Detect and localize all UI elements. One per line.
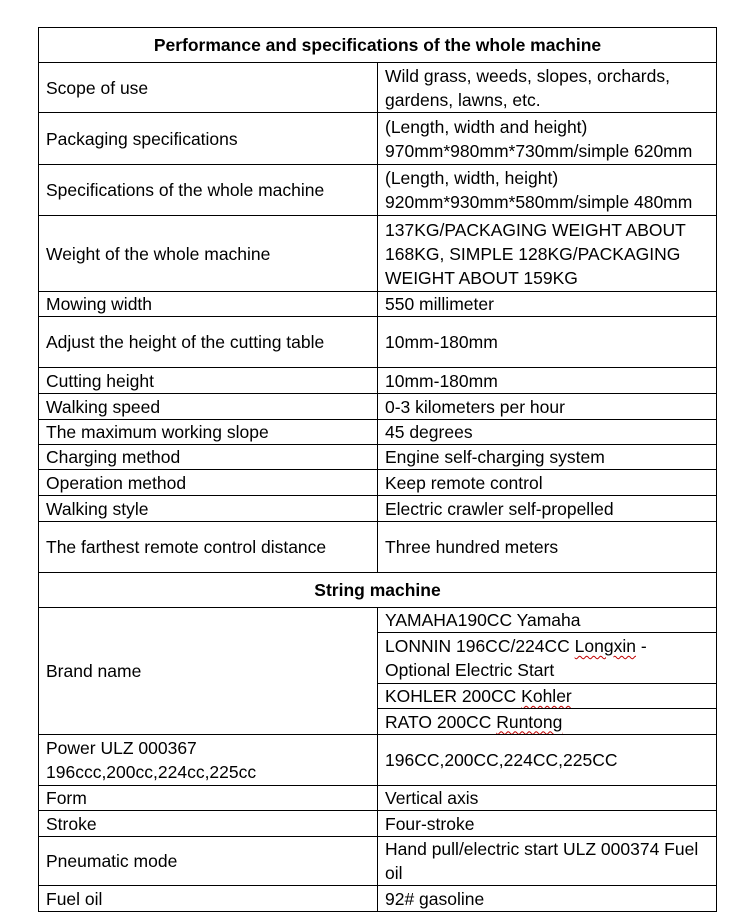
section-title: String machine (39, 573, 717, 608)
brand-option: LONNIN 196CC/224CC Longxin - Optional Electric Start (378, 633, 717, 684)
table-row (39, 113, 717, 165)
table-row (39, 292, 717, 317)
spec-label: Packaging specifications (39, 113, 378, 165)
spec-value: Hand pull/electric start ULZ 000374 Fuel oil (378, 837, 717, 886)
spec-value: Vertical axis (378, 786, 717, 811)
table-row (39, 63, 717, 113)
table-row (39, 165, 717, 216)
table-row (39, 420, 717, 445)
spec-value: 92# gasoline (378, 886, 717, 912)
spec-label: Cutting height (39, 368, 378, 394)
spec-value: 196CC,200CC,224CC,225CC (378, 735, 717, 786)
spec-label: The farthest remote control distance (39, 522, 378, 573)
spec-value: Electric crawler self-propelled (378, 496, 717, 522)
brand-label: Brand name (39, 608, 378, 735)
table-row (39, 470, 717, 496)
spec-value: 0-3 kilometers per hour (378, 394, 717, 420)
spec-label: Charging method (39, 445, 378, 470)
spec-table (38, 27, 717, 912)
spec-value: 550 millimeter (378, 292, 717, 317)
spec-label: Walking style (39, 496, 378, 522)
brand-option: YAMAHA190CC Yamaha (378, 608, 717, 633)
spec-label: Stroke (39, 811, 378, 837)
table-row (39, 368, 717, 394)
spec-value: Keep remote control (378, 470, 717, 496)
spec-value: 10mm-180mm (378, 368, 717, 394)
section-header-row (39, 573, 717, 608)
table-row (39, 216, 717, 292)
brand-option: RATO 200CC Runtong (378, 709, 717, 735)
spec-label: Weight of the whole machine (39, 216, 378, 292)
table-row (39, 445, 717, 470)
spec-label: Adjust the height of the cutting table (39, 317, 378, 368)
spec-value: (Length, width, height) 920mm*930mm*580mm/simple 480mm (378, 165, 717, 216)
brand-option: KOHLER 200CC Kohler (378, 684, 717, 709)
table-row (39, 786, 717, 811)
spec-label: Mowing width (39, 292, 378, 317)
spec-label: The maximum working slope (39, 420, 378, 445)
spec-value: Wild grass, weeds, slopes, orchards, gardens, lawns, etc. (378, 63, 717, 113)
spec-label: Pneumatic mode (39, 837, 378, 886)
spec-label: Walking speed (39, 394, 378, 420)
spec-value: 10mm-180mm (378, 317, 717, 368)
spec-value: Engine self-charging system (378, 445, 717, 470)
table-row (39, 317, 717, 368)
table-row (39, 522, 717, 573)
table-row (39, 608, 717, 633)
spec-value: Four-stroke (378, 811, 717, 837)
spec-label: Scope of use (39, 63, 378, 113)
table-row (39, 735, 717, 786)
spec-value: Three hundred meters (378, 522, 717, 573)
table-row (39, 496, 717, 522)
table-row (39, 837, 717, 886)
table-row (39, 811, 717, 837)
spec-label: Power ULZ 000367 196ccc,200cc,224cc,225cc (39, 735, 378, 786)
spec-label: Form (39, 786, 378, 811)
table-row (39, 886, 717, 912)
spec-label: Operation method (39, 470, 378, 496)
section-title: Performance and specifications of the whole machine (39, 28, 717, 63)
spec-value: (Length, width and height) 970mm*980mm*730mm/simple 620mm (378, 113, 717, 165)
spec-value: 45 degrees (378, 420, 717, 445)
section-header-row (39, 28, 717, 63)
spec-value: 137KG/PACKAGING WEIGHT ABOUT 168KG, SIMPLE 128KG/PACKAGING WEIGHT ABOUT 159KG (378, 216, 717, 292)
spec-label: Specifications of the whole machine (39, 165, 378, 216)
spec-label: Fuel oil (39, 886, 378, 912)
table-row (39, 394, 717, 420)
